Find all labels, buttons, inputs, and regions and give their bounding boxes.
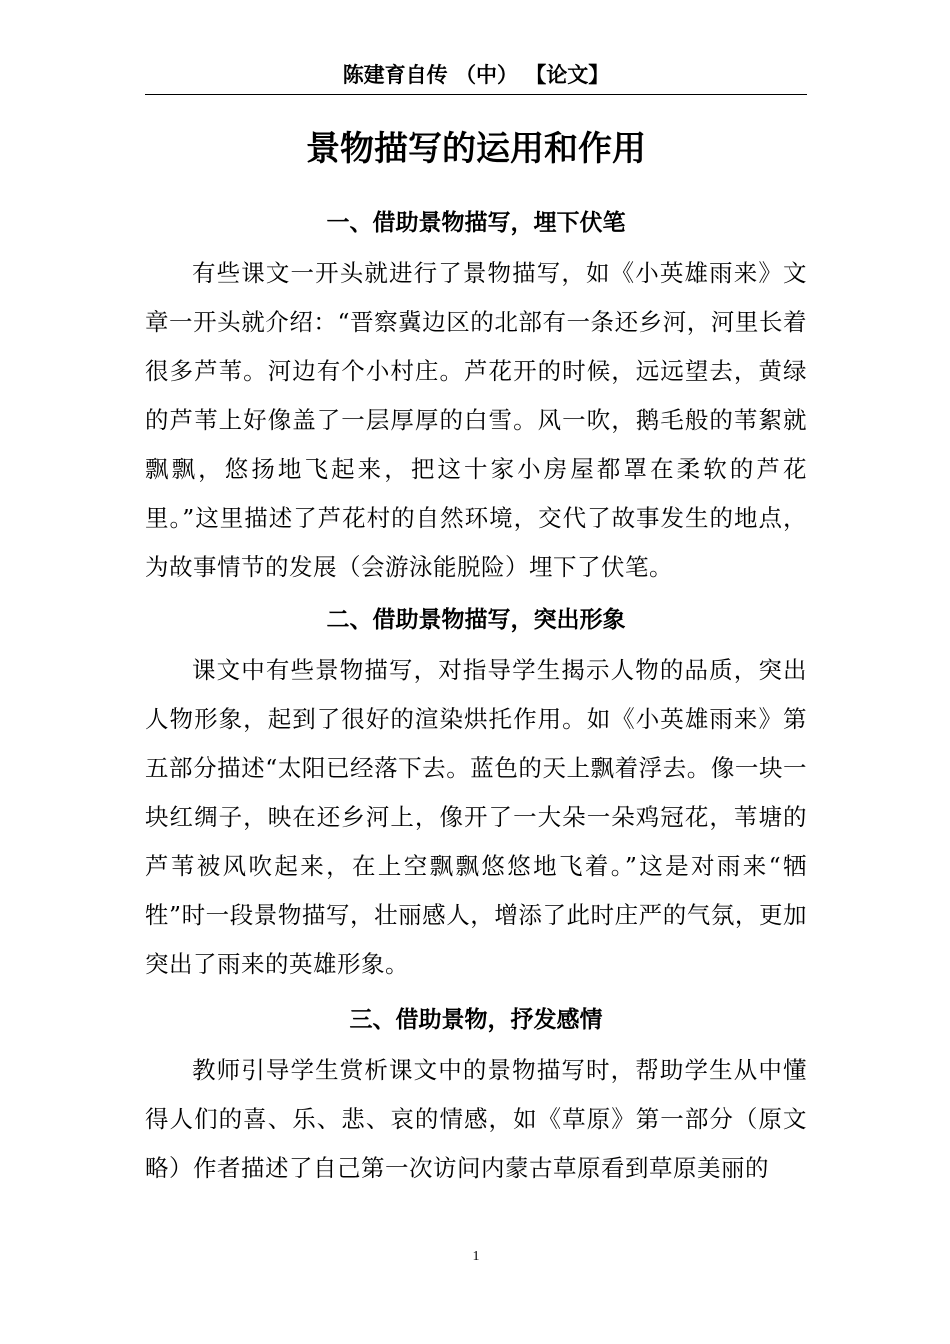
section-paragraph-2: 课文中有些景物描写，对指导学生揭示人物的品质，突出人物形象，起到了很好的渲染烘托作用。如《小英雄雨来》第五部分描述“太阳已经落下去。蓝色的天上飘着浮去。像一块一块红绸子，映在还乡河上，像开了一大朵一朵鸡冠花，苇塘的芦苇被风吹起来，在上空飘飘悠悠地飞着。”这是对雨来“牺牲”时一段景物描写，壮丽感人，增添了此时庄严的气氛，更加突出了雨来的英雄形象。	[145, 656, 807, 978]
header-divider	[145, 94, 807, 95]
section-heading-3: 三、借助景物，抒发感情	[349, 1007, 603, 1033]
document-title: 景物描写的运用和作用	[306, 129, 646, 169]
section-heading-1: 一、借助景物描写，埋下伏笔	[326, 210, 626, 236]
section-paragraph-1: 有些课文一开头就进行了景物描写，如《小英雄雨来》文章一开头就介绍：“晋察冀边区的北部有一条还乡河，河里长着很多芦苇。河边有个小村庄。芦花开的时候，远远望去，黄绿的芦苇上好像盖了一层厚厚的白雪。风一吹，鹅毛般的苇絮就飘飘，悠扬地飞起来，把这十家小房屋都罩在柔软的芦花里。”这里描述了芦花村的自然环境，交代了故事发生的地点，为故事情节的发展（会游泳能脱险）埋下了伏笔。	[145, 259, 807, 581]
section-heading-2: 二、借助景物描写，突出形象	[326, 607, 626, 633]
page-number: 1	[472, 1249, 480, 1264]
section-paragraph-3: 教师引导学生赏析课文中的景物描写时，帮助学生从中懂得人们的喜、乐、悲、哀的情感，如《草原》第一部分（原文略）作者描述了自己第一次访问内蒙古草原看到草原美丽的	[145, 1056, 807, 1182]
running-header: 陈建育自传 （中） 【论文】	[342, 63, 610, 87]
